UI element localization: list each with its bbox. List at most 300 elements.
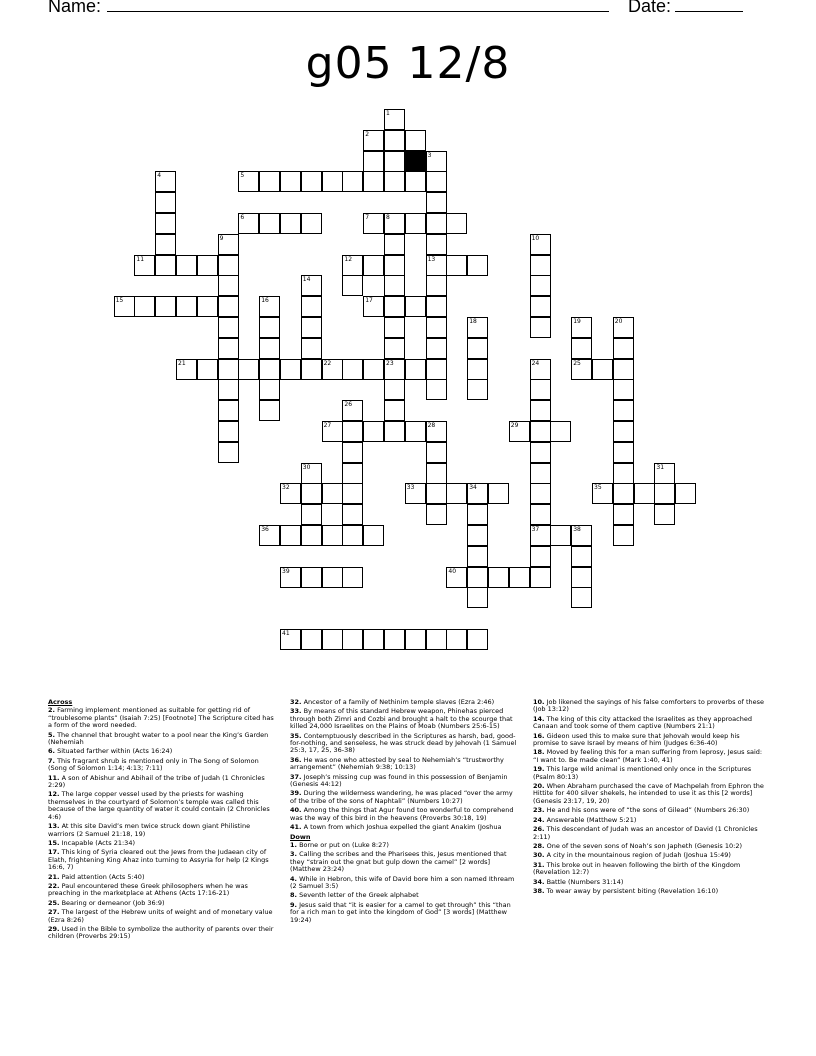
clue-text: One of the seven sons of Noah’s son Japheth (Genesis 10:2) — [544, 841, 742, 850]
grid-cell[interactable] — [342, 400, 363, 421]
grid-cell[interactable] — [342, 567, 363, 588]
grid-cell[interactable] — [280, 567, 301, 588]
grid-cell[interactable] — [280, 171, 301, 192]
clue-number: 8. — [290, 891, 297, 900]
clue-text: Situated farther within (Acts 16:24) — [55, 747, 173, 756]
grid-cell[interactable] — [467, 317, 488, 338]
grid-cell[interactable] — [218, 359, 239, 380]
cell-number: 31 — [656, 463, 665, 471]
grid-cell[interactable] — [592, 359, 613, 380]
clue-number: 11. — [48, 773, 60, 782]
clue-number: 35. — [290, 731, 302, 740]
grid-cell[interactable] — [322, 359, 343, 380]
clue-text: Bearing or demeanor (Job 36:9) — [59, 898, 165, 907]
grid-cell[interactable] — [176, 359, 197, 380]
grid-cell[interactable] — [301, 359, 322, 380]
clue-item — [48, 758, 276, 773]
grid-cell[interactable] — [426, 317, 447, 338]
grid-cell[interactable] — [530, 234, 551, 255]
grid-cell[interactable] — [384, 400, 405, 421]
grid-cell[interactable] — [322, 171, 343, 192]
grid-cell[interactable] — [405, 171, 426, 192]
clue-number: 26. — [533, 825, 545, 834]
grid-cell[interactable] — [322, 629, 343, 650]
cell-number: 11 — [136, 255, 145, 263]
cell-number: 34 — [469, 484, 477, 492]
grid-cell[interactable] — [322, 483, 343, 504]
cell-number: 10 — [531, 234, 540, 242]
grid-cell[interactable] — [426, 151, 447, 172]
clue-item — [533, 852, 765, 859]
grid-cell[interactable] — [342, 483, 363, 504]
grid-cell[interactable] — [384, 338, 405, 359]
grid-cell[interactable] — [342, 171, 363, 192]
grid-cell[interactable] — [613, 421, 634, 442]
cell-number: 33 — [406, 484, 415, 492]
grid-cell[interactable] — [155, 234, 176, 255]
cell-number: 18 — [469, 318, 477, 325]
cell-number: 41 — [282, 630, 290, 637]
grid-cell[interactable] — [530, 255, 551, 276]
grid-cell[interactable] — [613, 463, 634, 484]
grid-cell[interactable] — [218, 421, 239, 442]
clue-item — [533, 733, 765, 748]
grid-cell[interactable] — [197, 359, 218, 380]
grid-cell[interactable] — [134, 296, 155, 317]
grid-cell[interactable] — [384, 171, 405, 192]
cell-number: 22 — [323, 359, 332, 367]
grid-cell[interactable] — [384, 379, 405, 400]
grid-cell[interactable] — [467, 587, 488, 608]
clues-column-1 — [48, 699, 276, 943]
clue-item — [290, 708, 518, 730]
grid-cell[interactable] — [280, 525, 301, 546]
grid-cell[interactable] — [405, 130, 426, 151]
cell-number: 38 — [573, 526, 581, 533]
grid-cell[interactable] — [426, 463, 447, 484]
grid-cell[interactable] — [384, 275, 405, 296]
grid-cell[interactable] — [155, 255, 176, 276]
grid-cell[interactable] — [197, 296, 218, 317]
grid-cell[interactable] — [342, 629, 363, 650]
grid-cell[interactable] — [301, 525, 322, 546]
grid-cell[interactable] — [613, 483, 634, 504]
grid-cell[interactable] — [259, 213, 280, 234]
clue-text: Contemptuously described in the Scriptures as harsh, bad, good-for-nothing, and senseless, he was struck dead by Jehovah (1 Samuel 25:3, 17, 25, 36-38) — [290, 731, 517, 755]
grid-cell[interactable] — [613, 338, 634, 359]
clues-column-2 — [290, 699, 518, 926]
clue-item — [290, 902, 518, 924]
grid-cell[interactable] — [384, 421, 405, 442]
grid-cell[interactable] — [405, 629, 426, 650]
grid-cell[interactable] — [446, 483, 467, 504]
cell-number: 4 — [157, 172, 162, 180]
grid-cell[interactable] — [571, 546, 592, 567]
grid-cell[interactable] — [301, 275, 322, 296]
across-header: Across — [48, 698, 73, 706]
grid-cell[interactable] — [654, 504, 675, 525]
grid-cell[interactable] — [301, 296, 322, 317]
grid-cell[interactable] — [488, 483, 509, 504]
grid-cell[interactable] — [530, 504, 551, 525]
grid-cell[interactable] — [405, 213, 426, 234]
grid-cell[interactable] — [446, 567, 467, 588]
grid-cell[interactable] — [363, 130, 384, 151]
grid-cell[interactable] — [384, 109, 405, 130]
clue-item — [533, 716, 765, 731]
grid-cell[interactable] — [322, 567, 343, 588]
grid-cell[interactable] — [426, 379, 447, 400]
grid-cell[interactable] — [426, 421, 447, 442]
grid-cell[interactable] — [384, 317, 405, 338]
clue-number: 16. — [533, 731, 545, 740]
grid-cell[interactable] — [446, 213, 467, 234]
clue-item — [290, 774, 518, 789]
grid-cell[interactable] — [259, 296, 280, 317]
clue-text: This broke out in heaven following the birth of the Kingdom (Revelation 12:7) — [533, 860, 741, 877]
grid-cell[interactable] — [467, 359, 488, 380]
clue-text: Seventh letter of the Greek alphabet — [297, 891, 419, 900]
cell-number: 14 — [302, 276, 311, 284]
clue-text: Incapable (Acts 21:34) — [59, 838, 135, 847]
clue-number: 34. — [533, 877, 545, 886]
grid-cell[interactable] — [363, 171, 384, 192]
grid-cell[interactable] — [301, 483, 322, 504]
grid-cell[interactable] — [613, 359, 634, 380]
grid-cell[interactable] — [280, 483, 301, 504]
cell-number: 24 — [531, 359, 540, 367]
grid-cell[interactable] — [363, 359, 384, 380]
grid-cell[interactable] — [301, 171, 322, 192]
grid-cell[interactable] — [322, 421, 343, 442]
grid-cell[interactable] — [530, 421, 551, 442]
grid-cell[interactable] — [530, 483, 551, 504]
clue-item — [48, 775, 276, 790]
grid-cell[interactable] — [238, 171, 259, 192]
clue-item — [290, 733, 518, 755]
clue-text: Paul encountered these Greek philosophers when he was preaching in the marketplace at Athens (Acts 17:16-21) — [48, 881, 248, 898]
clue-number: 40. — [290, 806, 302, 815]
grid-cell[interactable] — [530, 546, 551, 567]
grid-cell[interactable] — [363, 151, 384, 172]
grid-cell[interactable] — [363, 213, 384, 234]
grid-cell[interactable] — [259, 400, 280, 421]
grid-cell[interactable] — [530, 317, 551, 338]
grid-cell[interactable] — [467, 567, 488, 588]
clue-number: 4. — [290, 874, 297, 883]
cell-number: 28 — [427, 422, 436, 429]
grid-cell[interactable] — [634, 483, 655, 504]
clue-item — [533, 826, 765, 841]
grid-cell[interactable] — [218, 400, 239, 421]
grid-cell[interactable] — [530, 400, 551, 421]
grid-cell[interactable] — [259, 338, 280, 359]
grid-cell[interactable] — [384, 151, 405, 172]
grid-cell[interactable] — [426, 359, 447, 380]
grid-cell[interactable] — [384, 255, 405, 276]
grid-block — [405, 151, 426, 172]
grid-cell[interactable] — [280, 213, 301, 234]
grid-cell[interactable] — [218, 234, 239, 255]
grid-cell[interactable] — [654, 463, 675, 484]
clue-item — [290, 876, 518, 891]
cell-number: 19 — [573, 318, 581, 325]
grid-cell[interactable] — [218, 255, 239, 276]
clue-text: At this site David’s men twice struck down giant Philistine warriors (2 Samuel 21:18, 19) — [48, 822, 251, 838]
clue-item — [533, 807, 765, 814]
grid-cell[interactable] — [384, 359, 405, 380]
cell-number: 20 — [614, 318, 623, 325]
clue-item — [48, 707, 276, 729]
grid-cell[interactable] — [280, 359, 301, 380]
grid-cell[interactable] — [530, 379, 551, 400]
grid-cell[interactable] — [218, 296, 239, 317]
grid-cell[interactable] — [301, 317, 322, 338]
grid-cell[interactable] — [342, 504, 363, 525]
grid-cell[interactable] — [467, 525, 488, 546]
grid-cell[interactable] — [613, 379, 634, 400]
grid-cell[interactable] — [405, 421, 426, 442]
clue-number: 13. — [48, 822, 60, 831]
grid-cell[interactable] — [301, 463, 322, 484]
grid-cell[interactable] — [571, 525, 592, 546]
grid-cell[interactable] — [384, 629, 405, 650]
grid-cell[interactable] — [301, 567, 322, 588]
clue-number: 15. — [48, 838, 60, 847]
clue-number: 37. — [290, 772, 302, 781]
clue-text: Farming implement mentioned as suitable for getting rid of “troublesome plants” (Isaiah 7:25) [Footnote] The Scripture cited has a form of the word needed. — [48, 706, 274, 730]
grid-cell[interactable] — [155, 171, 176, 192]
clue-item — [533, 699, 765, 714]
clue-number: 5. — [48, 730, 55, 739]
cell-number: 39 — [282, 567, 290, 575]
clue-text: Borne or put on (Luke 8:27) — [297, 840, 389, 849]
grid-cell[interactable] — [446, 255, 467, 276]
grid-cell[interactable] — [176, 255, 197, 276]
clue-text: Joseph’s missing cup was found in this possession of Benjamin (Genesis 44:12) — [290, 772, 508, 789]
grid-cell[interactable] — [571, 317, 592, 338]
grid-cell[interactable] — [384, 213, 405, 234]
grid-cell[interactable] — [613, 525, 634, 546]
grid-cell[interactable] — [114, 296, 135, 317]
grid-cell[interactable] — [218, 338, 239, 359]
grid-cell[interactable] — [342, 442, 363, 463]
grid-cell[interactable] — [613, 504, 634, 525]
grid-cell[interactable] — [238, 213, 259, 234]
clue-number: 33. — [290, 707, 302, 716]
clue-text: This king of Syria cleared out the Jews from the Judaean city of Elath, frightening King Ahaz into turning to Assyria for help (2 Kings 16:6, 7) — [48, 848, 269, 872]
grid-cell[interactable] — [280, 629, 301, 650]
grid-cell[interactable] — [342, 255, 363, 276]
grid-cell[interactable] — [176, 296, 197, 317]
grid-cell[interactable] — [467, 546, 488, 567]
cell-number: 12 — [344, 255, 353, 263]
grid-cell[interactable] — [218, 275, 239, 296]
clue-item — [290, 699, 518, 706]
clue-item — [533, 843, 765, 850]
grid-cell[interactable] — [571, 338, 592, 359]
cell-number: 30 — [302, 463, 311, 471]
grid-cell[interactable] — [530, 567, 551, 588]
clue-number: 12. — [48, 790, 60, 799]
grid-cell[interactable] — [654, 483, 675, 504]
grid-cell[interactable] — [426, 442, 447, 463]
grid-cell[interactable] — [426, 483, 447, 504]
grid-cell[interactable] — [446, 629, 467, 650]
grid-cell[interactable] — [426, 234, 447, 255]
grid-cell[interactable] — [363, 421, 384, 442]
clue-item — [290, 842, 518, 849]
grid-cell[interactable] — [301, 338, 322, 359]
grid-cell[interactable] — [592, 483, 613, 504]
grid-cell[interactable] — [426, 213, 447, 234]
grid-cell[interactable] — [613, 317, 634, 338]
clue-number: 14. — [533, 714, 545, 723]
grid-cell[interactable] — [155, 192, 176, 213]
grid-cell[interactable] — [530, 442, 551, 463]
grid-cell[interactable] — [405, 359, 426, 380]
grid-cell[interactable] — [405, 483, 426, 504]
clue-number: 41. — [290, 823, 302, 832]
grid-cell[interactable] — [342, 421, 363, 442]
grid-cell[interactable] — [530, 275, 551, 296]
grid-cell[interactable] — [301, 504, 322, 525]
clue-text: He was one who attested by seal to Nehemiah’s “trustworthy arrangement” (Nehemiah 9:38; 10:13) — [290, 755, 504, 772]
date-label: Date: — [628, 0, 672, 16]
grid-cell[interactable] — [301, 629, 322, 650]
grid-cell[interactable] — [467, 629, 488, 650]
clue-item — [533, 862, 765, 877]
cell-number: 2 — [365, 130, 370, 138]
grid-cell[interactable] — [426, 255, 447, 276]
grid-cell[interactable] — [571, 587, 592, 608]
clue-text: Job likened the sayings of his false comforters to proverbs of these (Job 13:12) — [533, 698, 765, 714]
grid-cell[interactable] — [218, 317, 239, 338]
clue-number: 24. — [533, 815, 545, 824]
grid-cell[interactable] — [363, 629, 384, 650]
clue-text: Paid attention (Acts 5:40) — [59, 872, 145, 881]
clue-item — [533, 888, 765, 895]
grid-cell[interactable] — [259, 317, 280, 338]
cell-number: 5 — [240, 172, 245, 180]
clue-text: Used in the Bible to symbolize the authority of parents over their children (Proverbs 29:15) — [48, 924, 274, 941]
clue-text: The large copper vessel used by the priests for washing themselves in the courtyard of Solomon’s temple was called this because of the large quantity of water it could contain (2 Chronicles 4:6) — [48, 790, 270, 821]
grid-cell[interactable] — [467, 379, 488, 400]
clue-text: A city in the mountainous region of Judah (Joshua 15:49) — [544, 851, 731, 860]
clue-number: 2. — [48, 706, 55, 715]
clue-text: Moved by feeling this for a man suffering from leprosy, Jesus said: “I want to. Be made clean” (Mark 1:40, 41) — [533, 748, 763, 764]
clue-number: 38. — [533, 886, 545, 895]
grid-cell[interactable] — [218, 379, 239, 400]
grid-cell[interactable] — [155, 296, 176, 317]
grid-cell[interactable] — [530, 463, 551, 484]
grid-cell[interactable] — [509, 421, 530, 442]
clue-item — [48, 748, 276, 755]
grid-cell[interactable] — [571, 567, 592, 588]
cell-number: 32 — [282, 484, 290, 492]
grid-cell[interactable] — [530, 525, 551, 546]
grid-cell[interactable] — [363, 296, 384, 317]
grid-cell[interactable] — [488, 567, 509, 588]
grid-cell[interactable] — [155, 213, 176, 234]
clue-text: This large wild animal is mentioned only once in the Scriptures (Psalm 80:13) — [533, 765, 752, 781]
grid-cell[interactable] — [342, 359, 363, 380]
clue-item — [48, 849, 276, 871]
clue-number: 23. — [533, 806, 545, 815]
grid-cell[interactable] — [467, 338, 488, 359]
grid-cell[interactable] — [550, 525, 571, 546]
grid-cell[interactable] — [197, 255, 218, 276]
grid-cell[interactable] — [238, 359, 259, 380]
cell-number: 25 — [573, 359, 581, 367]
grid-cell[interactable] — [530, 359, 551, 380]
clue-text: He and his sons were of “the sons of Gilead” (Numbers 26:30) — [544, 806, 750, 815]
grid-cell[interactable] — [322, 525, 343, 546]
grid-cell[interactable] — [384, 130, 405, 151]
grid-cell[interactable] — [134, 255, 155, 276]
clue-number: 3. — [290, 850, 297, 859]
clue-number: 1. — [290, 840, 297, 849]
clue-text: By means of this standard Hebrew weapon, Phinehas pierced through both Zimri and Cozbi and brought a halt to the scourge that killed 24,000 Israelites on the Plains of Moab (Numbers 25:6-15) — [290, 707, 513, 731]
clue-text: Answerable (Matthew 5:21) — [544, 815, 637, 824]
grid-cell[interactable] — [405, 296, 426, 317]
clue-item — [48, 926, 276, 941]
clue-item — [533, 879, 765, 886]
grid-cell[interactable] — [426, 504, 447, 525]
grid-cell[interactable] — [571, 359, 592, 380]
grid-cell[interactable] — [259, 379, 280, 400]
grid-cell[interactable] — [384, 234, 405, 255]
grid-cell[interactable] — [675, 483, 696, 504]
grid-cell[interactable] — [426, 296, 447, 317]
grid-cell[interactable] — [550, 421, 571, 442]
cell-number: 6 — [240, 214, 245, 221]
grid-cell[interactable] — [613, 442, 634, 463]
clue-text: Gideon used this to make sure that Jehovah would keep his promise to save Israel by means of him (Judges 6:36-40) — [533, 731, 740, 748]
clue-number: 28. — [533, 841, 545, 850]
grid-cell[interactable] — [613, 400, 634, 421]
grid-cell[interactable] — [218, 442, 239, 463]
grid-cell[interactable] — [426, 338, 447, 359]
clue-number: 17. — [48, 848, 60, 857]
clue-item — [533, 783, 765, 805]
grid-cell[interactable] — [259, 525, 280, 546]
grid-cell[interactable] — [342, 525, 363, 546]
grid-cell[interactable] — [363, 525, 384, 546]
cell-number: 7 — [365, 214, 370, 221]
grid-cell[interactable] — [426, 275, 447, 296]
grid-cell[interactable] — [426, 171, 447, 192]
grid-cell[interactable] — [342, 463, 363, 484]
grid-cell[interactable] — [259, 359, 280, 380]
grid-cell[interactable] — [426, 629, 447, 650]
grid-cell[interactable] — [467, 504, 488, 525]
grid-cell[interactable] — [301, 213, 322, 234]
grid-cell[interactable] — [530, 296, 551, 317]
grid-cell[interactable] — [259, 171, 280, 192]
grid-cell[interactable] — [509, 567, 530, 588]
cell-number: 29 — [510, 422, 519, 429]
page-title: g05 12/8 — [305, 38, 511, 89]
clue-item — [48, 874, 276, 881]
grid-cell[interactable] — [467, 483, 488, 504]
grid-cell[interactable] — [363, 255, 384, 276]
grid-cell[interactable] — [426, 192, 447, 213]
grid-cell[interactable] — [467, 255, 488, 276]
grid-cell[interactable] — [384, 296, 405, 317]
grid-cell[interactable] — [342, 275, 363, 296]
cell-number: 36 — [261, 526, 269, 533]
